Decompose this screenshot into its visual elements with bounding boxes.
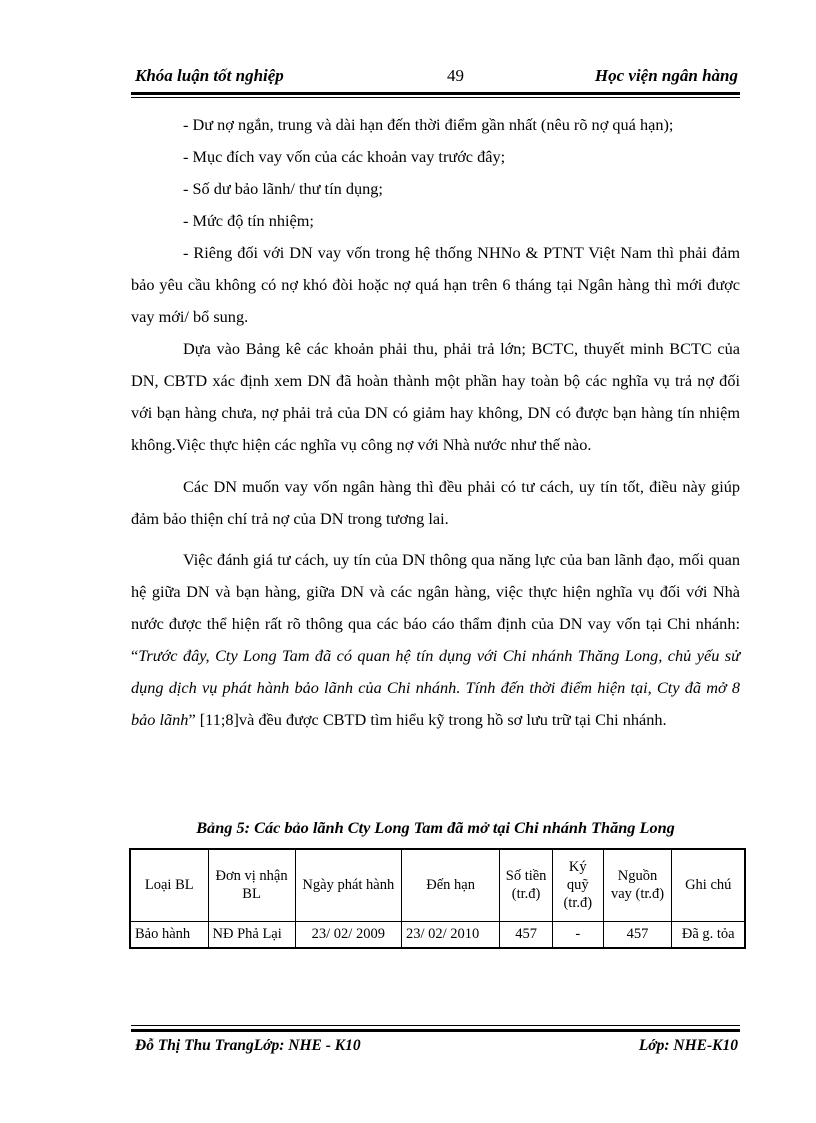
col-header-issue-date: Ngày phát hành xyxy=(295,849,401,921)
paragraph-reputation-assessment xyxy=(131,544,740,736)
cell-beneficiary: NĐ Phả Lại xyxy=(208,921,295,948)
paragraph-credit-rating: - Mức độ tín nhiệm; xyxy=(183,211,314,230)
paragraph-loan-purpose: - Mục đích vay vốn của các khoản vay trước đây; xyxy=(183,147,506,166)
footer-rule-thin xyxy=(131,1025,740,1026)
table-caption: Bảng 5: Các bảo lãnh Cty Long Tam đã mở tại Chi nhánh Thăng Long xyxy=(196,818,675,837)
paragraph-outstanding-debt: - Dư nợ ngắn, trung và dài hạn đến thời điểm gần nhất (nêu rõ nợ quá hạn); xyxy=(183,115,674,134)
page-footer xyxy=(131,1037,740,1059)
col-header-deposit: Ký quỹ (tr.đ) xyxy=(552,849,603,921)
header-institution: Học viện ngân hàng xyxy=(594,66,738,85)
table-header-row xyxy=(130,849,745,921)
cell-note: Đã g. tỏa xyxy=(672,921,745,948)
appraisal-quote: Trước đây, Cty Long Tam đã có quan hệ tín dụng với Chi nhánh Thăng Long, chủ yếu sử dụng dịch vụ phát hành bảo lãnh của Chi nhánh. Tính đến thời điểm hiện tại, Cty đã mở 8 bảo lãnh xyxy=(131,646,740,729)
paragraph-reputation: Các DN muốn vay vốn ngân hàng thì đều phải có tư cách, uy tín tốt, điều này giúp đảm bảo thiện chí trả nợ của DN trong tương lai. xyxy=(131,477,740,528)
col-header-loan-source: Nguồn vay (tr.đ) xyxy=(603,849,672,921)
cell-issue-date: 23/ 02/ 2009 xyxy=(295,921,401,948)
body-text xyxy=(131,109,740,736)
footer-rule-thick xyxy=(131,1029,740,1032)
paragraph-agribank-requirement: - Riêng đối với DN vay vốn trong hệ thống NHNo & PTNT Việt Nam thì phải đảm bảo yêu cầu không có nợ khó đòi hoặc nợ quá hạn trên 6 tháng tại Ngân hàng thì mới được vay mới/ bổ sung. xyxy=(131,243,740,326)
col-header-amount: Số tiền (tr.đ) xyxy=(500,849,553,921)
footer-class: Lớp: NHE-K10 xyxy=(638,1037,738,1054)
header-thesis-title: Khóa luận tốt nghiệp xyxy=(135,66,284,85)
cell-deposit: - xyxy=(552,921,603,948)
guarantee-table xyxy=(129,848,746,949)
page-number: 49 xyxy=(447,66,464,85)
col-header-note: Ghi chú xyxy=(672,849,745,921)
paragraph-assessment-start: Việc đánh giá tư cách, uy tín của DN thông qua năng lực của ban lãnh đạo, mối quan hệ giữa DN và bạn hàng, giữa DN và các ngân hàng, việc thực hiện nghĩa vụ đối với Nhà nước được thể hiện rất rõ thông qua các báo cáo thẩm định của DN vay vốn tại Chi nhánh: “ xyxy=(131,550,740,665)
cell-due-date: 23/ 02/ 2010 xyxy=(402,921,500,948)
header-rule-thin xyxy=(131,97,740,98)
paragraph-receivables-review: Dựa vào Bảng kê các khoản phải thu, phải trả lớn; BCTC, thuyết minh BCTC của DN, CBTD xác định xem DN đã hoàn thành một phần hay toàn bộ các nghĩa vụ trả nợ đối với bạn hàng chưa, nợ phải trả của DN có giảm hay không, DN có được bạn hàng tín nhiệm không.Việc thực hiện các nghĩa vụ công nợ với Nhà nước như thế nào. xyxy=(131,339,740,454)
page-header xyxy=(131,64,740,90)
footer-author: Đỗ Thị Thu TrangLớp: NHE - K10 xyxy=(135,1037,361,1054)
paragraph-assessment-end: ” [11;8]và đều được CBTD tìm hiểu kỹ trong hồ sơ lưu trữ tại Chi nhánh. xyxy=(188,710,667,729)
cell-loan-source: 457 xyxy=(603,921,672,948)
cell-amount: 457 xyxy=(500,921,553,948)
col-header-due-date: Đến hạn xyxy=(402,849,500,921)
col-header-beneficiary: Đơn vị nhận BL xyxy=(208,849,295,921)
cell-type: Bảo hành xyxy=(130,921,208,948)
table-row xyxy=(130,921,745,948)
header-rule-thick xyxy=(131,92,740,95)
col-header-type: Loại BL xyxy=(130,849,208,921)
paragraph-guarantee-balance: - Số dư bảo lãnh/ thư tín dụng; xyxy=(183,179,383,198)
